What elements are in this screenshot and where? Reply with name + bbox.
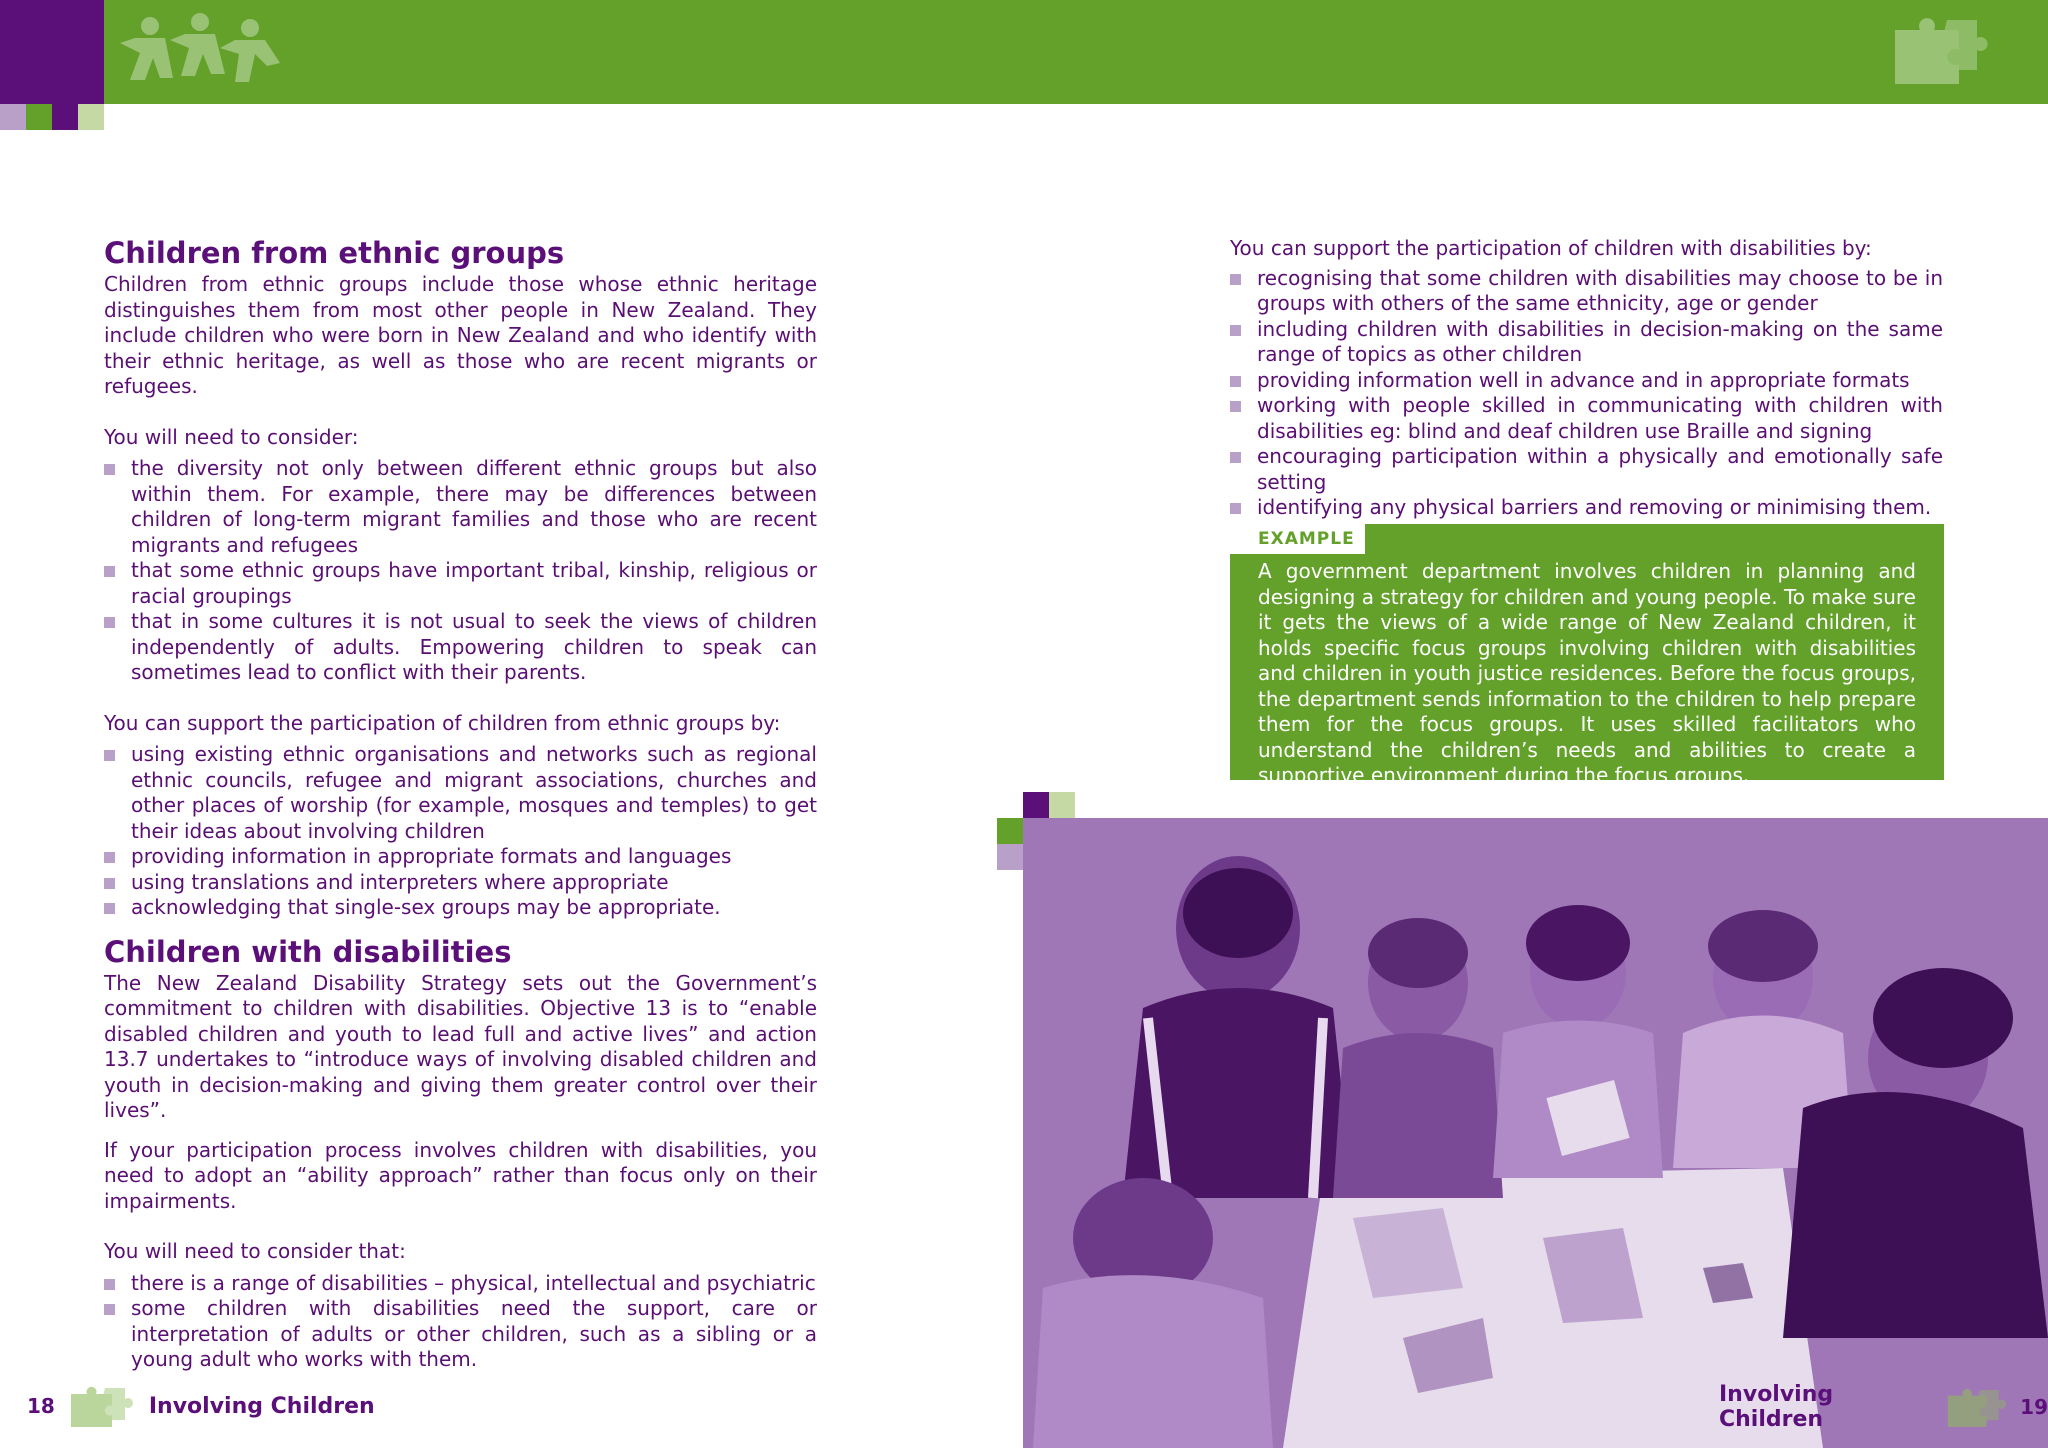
page-number-right: 19 [2020, 1395, 2048, 1419]
list-item: that in some cultures it is not usual to seek the views of children independently of adults. Empowering children to speak can sometimes lead to conflict with their parents. [104, 609, 817, 686]
list-item: some children with disabilities need the support, care or interpretation of adults or other children, such as a sibling or a young adult who works with them. [104, 1296, 817, 1373]
section-heading-disabilities: Children with disabilities [104, 934, 512, 969]
list-item: providing information in appropriate formats and languages [104, 844, 817, 870]
footer-left [27, 1382, 375, 1430]
list-item: acknowledging that single-sex groups may be appropriate. [104, 895, 817, 921]
header-corner-block [0, 0, 104, 104]
deco-square-lilac [997, 844, 1023, 870]
left-column [104, 236, 817, 1373]
list-item: there is a range of disabilities – physical, intellectual and psychiatric [104, 1271, 817, 1297]
deco-square-purple [52, 104, 78, 130]
deco-square-green [997, 818, 1023, 844]
disabilities-support-label: You can support the participation of children with disabilities by: [1230, 236, 1872, 260]
deco-square-pale [1049, 792, 1075, 818]
deco-square-green [26, 104, 52, 130]
section-heading-ethnic-groups: Children from ethnic groups [104, 236, 565, 270]
deco-square-purple [1023, 792, 1049, 818]
list-item: using translations and interpreters where appropriate [104, 870, 817, 896]
page-number-left: 18 [27, 1394, 55, 1418]
ethnic-consider-list [104, 456, 817, 686]
disabilities-consider-label: You will need to consider that: [104, 1239, 406, 1263]
children-group-photo [1023, 818, 2048, 1448]
deco-square-lilac [0, 104, 26, 130]
disabilities-consider-list [104, 1271, 817, 1373]
list-item: working with people skilled in communicating with children with disabilities eg: blind and deaf children use Braille and signing [1230, 393, 1943, 444]
footer-right [1719, 1382, 2048, 1432]
dancing-figures-icon [115, 8, 285, 98]
right-column [1230, 236, 1943, 521]
list-item: the diversity not only between different ethnic groups but also within them. For example, there may be differences between children of long-term migrant families and those who are recent migrants and refugees [104, 456, 817, 558]
list-item: encouraging participation within a physically and emotionally safe setting [1230, 444, 1943, 495]
deco-square-pale [78, 104, 104, 130]
list-item: identifying any physical barriers and removing or minimising them. [1230, 495, 1943, 521]
ethnic-consider-label: You will need to consider: [104, 424, 359, 449]
list-item: including children with disabilities in decision-making on the same range of topics as other children [1230, 317, 1943, 368]
list-item: that some ethnic groups have important tribal, kinship, religious or racial groupings [104, 558, 817, 609]
puzzle-icon [67, 1382, 139, 1430]
list-item: using existing ethnic organisations and networks such as regional ethnic councils, refugee and migrant associations, churches and other places of worship (for example, mosques and temples) to get their ideas about involving children [104, 742, 817, 844]
puzzle-icon [1885, 10, 2005, 95]
example-label: EXAMPLE [1230, 524, 1365, 554]
disabilities-para-2: If your participation process involves children with disabilities, you need to adopt an “ability approach” rather than focus only on their impairments. [104, 1137, 817, 1213]
disabilities-para-1: The New Zealand Disability Strategy sets out the Government’s commitment to children with disabilities. Objective 13 is to “enable disabled children and youth to lead full and active lives” and action 13.7 undertakes to “introduce ways of involving disabled children and youth in decision-making and giving them greater control over their lives”. [104, 970, 817, 1122]
list-item: providing information well in advance and in appropriate formats [1230, 368, 1943, 394]
example-text: A government department involves children in planning and designing a strategy for children and young people. To make sure it gets the views of a wide range of New Zealand children, it holds specific focus groups involving children with disabilities and children in youth justice residences. Before the focus groups, the department sends information to the children to help prepare them for the focus groups. It uses skilled facilitators who understand the children’s needs and abilities to create a supportive environment during the focus groups. [1258, 559, 1916, 787]
puzzle-icon [1944, 1383, 2012, 1431]
footer-title-left: Involving Children [148, 1393, 375, 1419]
example-box [1230, 524, 1944, 787]
ethnic-support-list [104, 742, 817, 921]
ethnic-groups-intro: Children from ethnic groups include those whose ethnic heritage distinguishes them from most other people in New Zealand. They include children who were born in New Zealand and who identify with their ethnic heritage, as well as those who are recent migrants or refugees. [104, 272, 817, 398]
children-photo-illustration [1023, 818, 2048, 1448]
ethnic-support-label: You can support the participation of children from ethnic groups by: [104, 710, 781, 735]
disabilities-support-list [1230, 266, 1943, 521]
list-item: recognising that some children with disabilities may choose to be in groups with others of the same ethnicity, age or gender [1230, 266, 1943, 317]
footer-title-right: Involving Children [1719, 1382, 1834, 1432]
header-band [0, 0, 2048, 104]
